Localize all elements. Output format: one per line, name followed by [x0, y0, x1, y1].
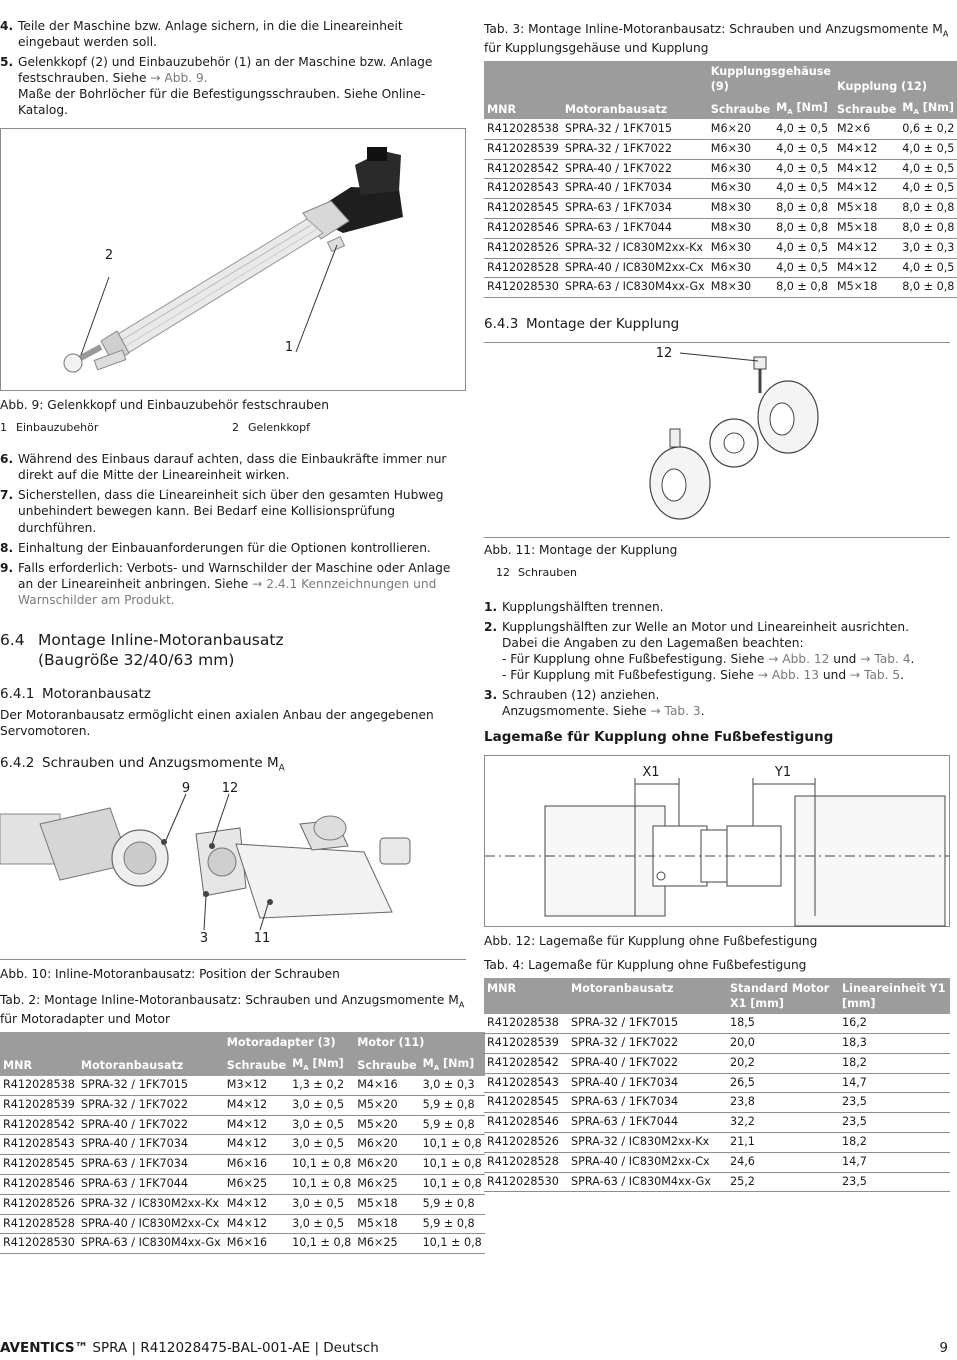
table-cell: 3,0 ± 0,5 — [289, 1214, 354, 1234]
table-row — [484, 1073, 950, 1093]
column-header: $M_A$ [Nm] — [899, 97, 957, 120]
table-cell: R412028526 — [484, 1133, 568, 1153]
table-cell: SPRA-32 / 1FK7015 — [562, 119, 708, 139]
legend-number: 12 — [496, 566, 510, 579]
table-cell: 25,2 — [727, 1172, 839, 1192]
figure-label-1: 1 — [284, 339, 294, 355]
rod-clevis — [64, 354, 82, 372]
table-cell: SPRA-63 / IC830M4xx-Gx — [568, 1172, 727, 1192]
cross-reference-link[interactable]: → Abb. 12 — [768, 651, 830, 666]
table-cell: R412028542 — [484, 159, 562, 179]
section-6-4-3-heading: 6.4.3 Montage der Kupplung — [484, 316, 680, 333]
section-6-4-heading: 6.4 Montage Inline-Motoranbausatz (Baugröße 32/40/63 mm) — [0, 631, 284, 670]
table-cell: 4,0 ± 0,5 — [773, 238, 834, 258]
table-cell: SPRA-40 / 1FK7022 — [562, 159, 708, 179]
group-header-motoradapter: Motoradapter (3) — [224, 1032, 354, 1053]
table-cell: 24,6 — [727, 1152, 839, 1172]
table-cell: R412028546 — [484, 1113, 568, 1133]
table-cell: 4,0 ± 0,5 — [899, 159, 957, 179]
section-6-4-1-heading: 6.4.1 Motoranbausatz — [0, 686, 151, 703]
table-cell: SPRA-32 / IC830M2xx-Kx — [78, 1194, 224, 1214]
table-cell: SPRA-40 / IC830M2xx-Cx — [562, 258, 708, 278]
figure-9-frame — [0, 128, 466, 391]
lagemasse-heading: Lagemaße für Kupplung ohne Fußbefestigung — [484, 729, 834, 746]
table-cell: 10,1 ± 0,8 — [289, 1155, 354, 1175]
table-cell: 4,0 ± 0,5 — [773, 159, 834, 179]
coupling-illustration — [484, 343, 950, 537]
step-number: 3. — [484, 687, 498, 702]
step-text: Gelenkkopf (2) und Einbauzubehör (1) an der Maschine bzw. Anlage festschrauben. Siehe — [18, 55, 433, 86]
table-cell: M4×12 — [834, 258, 899, 278]
column-header: Standard Motor X1 [mm] — [727, 978, 839, 1014]
table-row — [0, 1076, 485, 1096]
figure-9-legend — [0, 421, 466, 436]
table-cell: 3,0 ± 0,3 — [899, 238, 957, 258]
table-cell: SPRA-40 / IC830M2xx-Cx — [78, 1214, 224, 1234]
table-cell: 23,5 — [839, 1113, 950, 1133]
column-header: $M_A$ [Nm] — [773, 97, 834, 120]
table-row — [0, 1135, 485, 1155]
table-cell: SPRA-63 / 1FK7044 — [78, 1175, 224, 1195]
table-cell: 10,1 ± 0,8 — [420, 1155, 485, 1175]
column-header: Motoranbausatz — [562, 97, 708, 120]
step-8 — [0, 540, 466, 556]
table-4 — [484, 978, 950, 1192]
legend-text: Einbauzubehör — [16, 420, 99, 434]
table-row — [484, 1133, 950, 1153]
steps-mid — [0, 451, 466, 608]
table-cell: 8,0 ± 0,8 — [899, 218, 957, 238]
table-cell: M6×25 — [354, 1234, 419, 1254]
table-cell: 4,0 ± 0,5 — [773, 139, 834, 159]
step-text: Kupplungshälften zur Welle an Motor und Lineareinheit ausrichten. — [502, 619, 909, 634]
table-cell: M4×12 — [224, 1194, 289, 1214]
table-cell: M4×12 — [224, 1135, 289, 1155]
table-cell: SPRA-63 / IC830M4xx-Gx — [562, 278, 708, 298]
table-cell: R412028539 — [484, 139, 562, 159]
table-cell: 23,5 — [839, 1093, 950, 1113]
table-row — [484, 1172, 950, 1192]
table-cell: R412028543 — [484, 1073, 568, 1093]
step-text: Kupplungshälften trennen. — [502, 599, 664, 614]
table-cell: M4×12 — [834, 139, 899, 159]
table-cell: SPRA-63 / 1FK7044 — [562, 218, 708, 238]
table-row — [484, 119, 957, 139]
table-cell: 21,1 — [727, 1133, 839, 1153]
table-row — [484, 139, 957, 159]
table-cell: M8×30 — [708, 218, 773, 238]
table-cell: SPRA-63 / 1FK7044 — [568, 1113, 727, 1133]
step-4 — [0, 18, 466, 50]
table-cell: 4,0 ± 0,5 — [899, 258, 957, 278]
table-group-header — [0, 1032, 485, 1053]
step-5 — [0, 54, 466, 118]
table-cell: M5×18 — [354, 1194, 419, 1214]
table-cell: 18,5 — [727, 1014, 839, 1034]
step-extra-text: Maße der Bohrlöcher für die Befestigungsschrauben. Siehe Online-Katalog. — [18, 87, 426, 118]
table-cell: 3,0 ± 0,5 — [289, 1135, 354, 1155]
figure-12-caption: Abb. 12: Lagemaße für Kupplung ohne Fußbefestigung — [484, 933, 818, 948]
table-cell: 10,1 ± 0,8 — [289, 1175, 354, 1195]
table-cell: R412028530 — [0, 1234, 78, 1254]
step-text: Teile der Maschine bzw. Anlage sichern, in die die Lineareinheit eingebaut werden soll. — [18, 19, 403, 50]
step-number: 4. — [0, 19, 14, 33]
table-cell: 23,8 — [727, 1093, 839, 1113]
table-row — [484, 1113, 950, 1133]
table-cell: R412028545 — [484, 199, 562, 219]
coupling-half-left — [650, 429, 710, 519]
table-cell: M6×30 — [708, 258, 773, 278]
legend-text: Gelenkkopf — [248, 420, 311, 434]
table-column-header — [484, 97, 957, 120]
column-header: MNR — [484, 97, 562, 120]
table-cell: M4×16 — [354, 1076, 419, 1096]
cross-reference-link[interactable]: → Tab. 3 — [650, 704, 701, 719]
table-cell: SPRA-63 / IC830M4xx-Gx — [78, 1234, 224, 1254]
table-row — [484, 258, 957, 278]
figure-10-caption: Abb. 10: Inline-Motoranbausatz: Position der Schrauben — [0, 966, 340, 981]
left-column — [0, 18, 482, 1254]
table-cell: 3,0 ± 0,5 — [289, 1115, 354, 1135]
step-number: 5. — [0, 55, 14, 70]
cross-reference-link[interactable]: → 2.4.1 Kennzeichnungen und Warnschilder am Produkt. — [18, 576, 437, 607]
table-cell: 16,2 — [839, 1014, 950, 1034]
page-footer — [0, 1340, 950, 1358]
column-header: Lineareinheit Y1 [mm] — [839, 978, 950, 1014]
table-cell: M4×12 — [224, 1214, 289, 1234]
table-cell: R412028538 — [0, 1076, 78, 1096]
table-cell: R412028526 — [484, 238, 562, 258]
table-cell: 14,7 — [839, 1073, 950, 1093]
table-cell: M4×12 — [224, 1095, 289, 1115]
table-cell: 20,0 — [727, 1034, 839, 1054]
table-cell: 4,0 ± 0,5 — [899, 179, 957, 199]
table-row — [484, 238, 957, 258]
legend-text: Schrauben — [518, 566, 577, 579]
figure-11 — [484, 342, 950, 538]
table-cell: 4,0 ± 0,5 — [773, 258, 834, 278]
table-cell: M6×20 — [708, 119, 773, 139]
step-text: Einhaltung der Einbauanforderungen für die Optionen kontrollieren. — [18, 540, 431, 555]
table-4-body — [484, 1014, 950, 1192]
dimension-label-x1: X1 — [642, 764, 660, 780]
table-row — [0, 1155, 485, 1175]
dimension-label-y1: Y1 — [774, 764, 792, 780]
table-cell: 10,1 ± 0,8 — [420, 1135, 485, 1155]
table-row — [484, 1093, 950, 1113]
column-header: Schraube — [834, 97, 899, 120]
step-text: Sicherstellen, dass die Lineareinheit sich über den gesamten Hubweg unbehindert bewegen kann. Bei Bedarf eine Kollisionsprüfung durchführen. — [18, 488, 444, 535]
table-cell: M6×25 — [354, 1175, 419, 1195]
table-cell: R412028526 — [0, 1194, 78, 1214]
legend-number: 1 — [0, 420, 7, 434]
table-cell: 18,3 — [839, 1034, 950, 1054]
table-cell: M5×18 — [834, 199, 899, 219]
table-cell: M6×25 — [224, 1175, 289, 1195]
table-cell: SPRA-40 / 1FK7034 — [562, 179, 708, 199]
table-cell: R412028538 — [484, 1014, 568, 1034]
table-cell: SPRA-63 / 1FK7034 — [568, 1093, 727, 1113]
table-cell: M5×18 — [834, 278, 899, 298]
step-number: 1. — [484, 599, 498, 614]
servo-motor-body — [236, 844, 392, 918]
step-2: 2. Kupplungshälften zur Welle an Motor und Lineareinheit ausrichten. Dabei die Angaben zu den Lagemaßen beachten: - Für Kupplung ohne Fußbefestigung. Siehe → Abb. 12 und → Tab. 4. - Für Kupplung mit Fußbefestigung. Siehe → Abb. 13 und → Tab. 5. — [484, 619, 915, 682]
table-cell: M5×20 — [354, 1115, 419, 1135]
table-cell: SPRA-40 / 1FK7034 — [568, 1073, 727, 1093]
table-cell: 8,0 ± 0,8 — [773, 199, 834, 219]
column-header: MNR — [0, 1053, 78, 1076]
table-cell: 4,0 ± 0,5 — [773, 179, 834, 199]
table-3-caption: Tab. 3: Montage Inline-Motoranbausatz: Schrauben und Anzugsmomente $M_A$ für Kupplungsgehäuse und Kupplung — [484, 22, 949, 55]
table-cell: SPRA-32 / 1FK7015 — [568, 1014, 727, 1034]
step-number: 8. — [0, 540, 14, 555]
table-cell: 10,1 ± 0,8 — [289, 1234, 354, 1254]
table-cell: R412028528 — [484, 258, 562, 278]
table-cell: 32,2 — [727, 1113, 839, 1133]
table-cell: R412028546 — [484, 218, 562, 238]
table-cell: 10,1 ± 0,8 — [420, 1234, 485, 1254]
table-cell: SPRA-40 / 1FK7034 — [78, 1135, 224, 1155]
table-row — [484, 1014, 950, 1034]
step-number: 7. — [0, 488, 14, 503]
cross-reference-link[interactable]: → Abb. 13 — [757, 667, 819, 682]
table-row — [484, 179, 957, 199]
table-cell: 0,6 ± 0,2 — [899, 119, 957, 139]
table-row — [0, 1214, 485, 1234]
table-cell: 5,9 ± 0,8 — [420, 1115, 485, 1135]
table-2-body — [0, 1076, 485, 1254]
table-cell: 3,0 ± 0,5 — [289, 1095, 354, 1115]
table-cell: M2×6 — [834, 119, 899, 139]
table-row — [484, 199, 957, 219]
table-row — [484, 1053, 950, 1073]
table-row — [0, 1095, 485, 1115]
group-header-motor: Motor (11) — [354, 1032, 484, 1053]
figure-label-9: 9 — [181, 780, 191, 796]
table-cell: R412028546 — [0, 1175, 78, 1195]
table-row — [484, 159, 957, 179]
step-9 — [0, 560, 466, 608]
table-cell: R412028528 — [484, 1152, 568, 1172]
table-cell: SPRA-63 / 1FK7034 — [78, 1155, 224, 1175]
table-cell: R412028530 — [484, 1172, 568, 1192]
step-number: 9. — [0, 560, 14, 575]
dimension-illustration — [485, 756, 949, 926]
step-3: 3. Schrauben (12) anziehen. Anzugsmomente. Siehe → Tab. 3. — [484, 687, 705, 719]
column-header: Schraube — [708, 97, 773, 120]
table-cell: R412028530 — [484, 278, 562, 298]
figure-12-frame — [484, 755, 950, 927]
table-cell: SPRA-40 / 1FK7022 — [568, 1053, 727, 1073]
table-cell: R412028539 — [0, 1095, 78, 1115]
figure-10 — [0, 780, 466, 960]
figure-label-12: 12 — [655, 345, 673, 361]
screw-12 — [754, 357, 766, 393]
figure-11-legend — [484, 566, 950, 581]
table-cell: 20,2 — [727, 1053, 839, 1073]
figure-label-3: 3 — [199, 930, 209, 946]
table-cell: 5,9 ± 0,8 — [420, 1095, 485, 1115]
table-cell: 8,0 ± 0,8 — [773, 218, 834, 238]
group-header-kupplung: Kupplung (12) — [834, 61, 957, 97]
step-6 — [0, 451, 466, 483]
spider-element — [710, 419, 758, 467]
column-header: $M_A$ [Nm] — [420, 1053, 485, 1076]
table-3-body — [484, 119, 957, 297]
table-cell: M6×30 — [708, 159, 773, 179]
table-3 — [484, 61, 957, 298]
table-cell: M5×18 — [834, 218, 899, 238]
profile-tube — [113, 219, 323, 355]
table-column-header — [484, 978, 950, 1014]
table-cell: R412028542 — [484, 1053, 568, 1073]
column-header: MNR — [484, 978, 568, 1014]
brand-name: AVENTICS™ — [0, 1340, 89, 1356]
table-row — [484, 218, 957, 238]
table-cell: M6×20 — [354, 1135, 419, 1155]
step-7 — [0, 487, 466, 535]
step-text: Während des Einbaus darauf achten, dass die Einbaukräfte immer nur direkt auf die Mitte der Lineareinheit wirken. — [18, 452, 447, 483]
table-row — [484, 1034, 950, 1054]
table-cell: R412028543 — [484, 179, 562, 199]
table-cell: 8,0 ± 0,8 — [773, 278, 834, 298]
table-cell: SPRA-32 / 1FK7015 — [78, 1076, 224, 1096]
table-cell: M4×12 — [224, 1115, 289, 1135]
table-row — [484, 278, 957, 298]
table-cell: M8×30 — [708, 278, 773, 298]
table-cell: M6×20 — [354, 1155, 419, 1175]
table-cell: M4×12 — [834, 159, 899, 179]
figure-label-2: 2 — [104, 247, 114, 263]
column-header: Schraube — [354, 1053, 419, 1076]
coupling-half-right — [758, 381, 818, 453]
step-number: 6. — [0, 452, 14, 467]
table-cell: R412028528 — [0, 1214, 78, 1234]
cross-reference-link[interactable]: → Abb. 9. — [150, 71, 208, 86]
table-cell: 4,0 ± 0,5 — [773, 119, 834, 139]
figure-label-12: 12 — [221, 780, 239, 796]
table-cell: 18,2 — [839, 1133, 950, 1153]
figure-label-11: 11 — [253, 930, 271, 946]
table-cell: SPRA-32 / 1FK7022 — [78, 1095, 224, 1115]
table-cell: 18,2 — [839, 1053, 950, 1073]
table-cell: M6×16 — [224, 1234, 289, 1254]
figure-9-caption: Abb. 9: Gelenkkopf und Einbauzubehör festschrauben — [0, 397, 329, 412]
table-4-caption: Tab. 4: Lagemaße für Kupplung ohne Fußbefestigung — [484, 958, 807, 973]
table-cell: SPRA-40 / 1FK7022 — [78, 1115, 224, 1135]
table-cell: R412028539 — [484, 1034, 568, 1054]
table-2 — [0, 1032, 485, 1254]
group-header-kupplungsgehaeuse: Kupplungsgehäuse (9) — [708, 61, 834, 97]
table-cell: SPRA-63 / 1FK7034 — [562, 199, 708, 219]
table-cell: 5,9 ± 0,8 — [420, 1214, 485, 1234]
table-row — [0, 1175, 485, 1195]
table-cell: 10,1 ± 0,8 — [420, 1175, 485, 1195]
table-cell: M4×12 — [834, 238, 899, 258]
table-cell: R412028545 — [484, 1093, 568, 1113]
table-cell: SPRA-32 / IC830M2xx-Kx — [568, 1133, 727, 1153]
section-6-4-1-paragraph: Der Motoranbausatz ermöglicht einen axialen Anbau der angegebenen Servomotoren. — [0, 708, 434, 739]
figure-11-caption: Abb. 11: Montage der Kupplung — [484, 542, 678, 557]
step-text: Schrauben (12) anziehen. — [502, 687, 660, 702]
page-number: 9 — [939, 1340, 948, 1356]
table-column-header — [0, 1053, 485, 1076]
table-row — [0, 1234, 485, 1254]
table-cell: 1,3 ± 0,2 — [289, 1076, 354, 1096]
motor-shaft-block — [545, 806, 665, 916]
table-cell: R412028545 — [0, 1155, 78, 1175]
linear-unit-illustration — [1, 129, 465, 390]
table-cell: SPRA-40 / IC830M2xx-Cx — [568, 1152, 727, 1172]
table-cell: M8×30 — [708, 199, 773, 219]
table-cell: 23,5 — [839, 1172, 950, 1192]
table-cell: R412028543 — [0, 1135, 78, 1155]
table-cell: 8,0 ± 0,8 — [899, 199, 957, 219]
column-header: Motoranbausatz — [78, 1053, 224, 1076]
table-cell: SPRA-32 / 1FK7022 — [562, 139, 708, 159]
table-cell: 14,7 — [839, 1152, 950, 1172]
column-header: Schraube — [224, 1053, 289, 1076]
step-number: 2. — [484, 619, 498, 634]
table-cell: 3,0 ± 0,5 — [289, 1194, 354, 1214]
table-cell: SPRA-32 / 1FK7022 — [568, 1034, 727, 1054]
step-text: Falls erforderlich: Verbots- und Warnschilder der Maschine oder Anlage an der Lineareinheit anbringen. Siehe — [18, 560, 451, 591]
table-2-caption: Tab. 2: Montage Inline-Motoranbausatz: Schrauben und Anzugsmomente $M_A$ für Motoradapter und Motor — [0, 992, 465, 1026]
unit-shaft-block — [795, 796, 945, 926]
document-id: SPRA | R412028475-BAL-001-AE | Deutsch — [88, 1340, 379, 1356]
table-cell: 4,0 ± 0,5 — [899, 139, 957, 159]
table-cell: M6×30 — [708, 179, 773, 199]
table-row — [484, 1152, 950, 1172]
table-cell: M5×18 — [354, 1214, 419, 1234]
steps-top — [0, 18, 466, 119]
steps-coupling — [484, 599, 950, 720]
table-cell: M6×16 — [224, 1155, 289, 1175]
table-cell: M6×30 — [708, 139, 773, 159]
column-header: Motoranbausatz — [568, 978, 727, 1014]
table-cell: R412028542 — [0, 1115, 78, 1135]
column-header: $M_A$ [Nm] — [289, 1053, 354, 1076]
table-cell: 5,9 ± 0,8 — [420, 1194, 485, 1214]
table-cell: 26,5 — [727, 1073, 839, 1093]
cross-reference-link[interactable]: → Tab. 4 — [860, 651, 911, 666]
table-cell: M4×12 — [834, 179, 899, 199]
section-6-4-2-heading: 6.4.2 Schrauben und Anzugsmomente $M_A$ — [0, 755, 285, 774]
table-group-header — [484, 61, 957, 97]
table-cell: M3×12 — [224, 1076, 289, 1096]
right-column — [484, 18, 955, 1192]
table-cell: M5×20 — [354, 1095, 419, 1115]
step-1 — [484, 599, 950, 615]
table-cell: 8,0 ± 0,8 — [899, 278, 957, 298]
table-cell: M6×30 — [708, 238, 773, 258]
table-row — [0, 1194, 485, 1214]
table-cell: 3,0 ± 0,3 — [420, 1076, 485, 1096]
table-row — [0, 1115, 485, 1135]
motor-kit-illustration — [0, 780, 466, 960]
cross-reference-link[interactable]: → Tab. 5 — [849, 667, 901, 682]
table-cell: R412028538 — [484, 119, 562, 139]
legend-number: 2 — [232, 420, 239, 434]
table-cell: SPRA-32 / IC830M2xx-Kx — [562, 238, 708, 258]
